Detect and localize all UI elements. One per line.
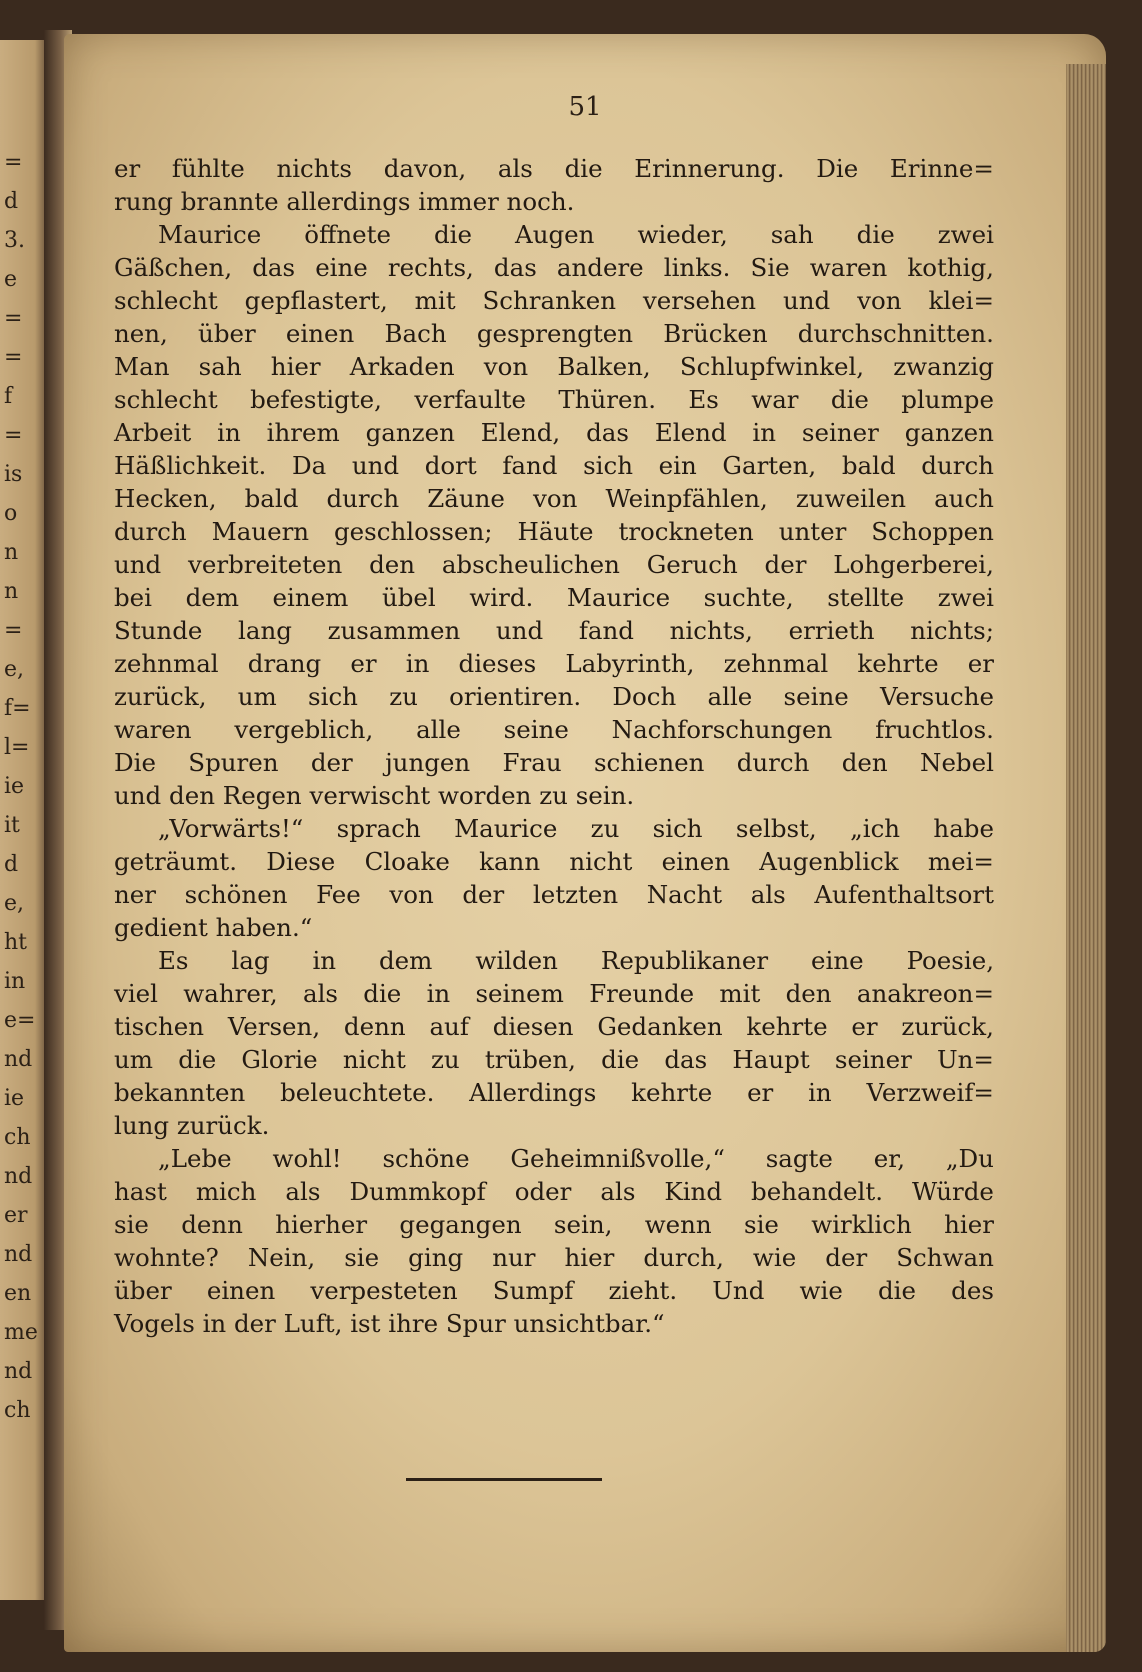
text-line: schlecht gepflastert, mit Schranken versehen und von klei=: [114, 286, 994, 315]
left-page-fragment: ie: [4, 1086, 25, 1111]
text-line: und den Regen verwischt worden zu sein.: [114, 781, 635, 810]
text-line: Hecken, bald durch Zäune von Weinpfählen, zuweilen auch: [114, 484, 994, 513]
text-line: zurück, um sich zu orientiren. Doch alle seine Versuche: [114, 682, 994, 711]
text-line: Maurice öffnete die Augen wieder, sah die zwei: [158, 220, 994, 249]
section-end-rule: [406, 1478, 602, 1481]
text-line: Stunde lang zusammen und fand nichts, errieth nichts;: [114, 616, 994, 645]
text-line: tischen Versen, denn auf diesen Gedanken kehrte er zurück,: [114, 1012, 994, 1041]
text-line: hast mich als Dummkopf oder als Kind behandelt. Würde: [114, 1177, 994, 1206]
text-line: Die Spuren der jungen Frau schienen durch den Nebel: [114, 748, 994, 777]
text-line: durch Mauern geschlossen; Häute trockneten unter Schoppen: [114, 517, 994, 546]
left-page-fragment: e: [4, 267, 18, 292]
left-page-fragment: ch: [4, 1398, 31, 1423]
text-line: um die Glorie nicht zu trüben, die das Haupt seiner Un=: [114, 1045, 994, 1074]
text-line: bekannten beleuchtete. Allerdings kehrte er in Verzweif=: [114, 1078, 994, 1107]
left-page-fragment: o: [4, 501, 18, 526]
text-line: lung zurück.: [114, 1111, 270, 1140]
text-line: Man sah hier Arkaden von Balken, Schlupfwinkel, zwanzig: [114, 352, 994, 381]
text-line: er fühlte nichts davon, als die Erinnerung. Die Erinne=: [114, 154, 994, 183]
page-number: 51: [568, 92, 602, 122]
left-page-fragment: nd: [4, 1047, 33, 1072]
left-page-edge: [0, 40, 50, 1600]
text-line: viel wahrer, als die in seinem Freunde mit den anakreon=: [114, 979, 994, 1008]
left-page-fragment: d: [4, 189, 19, 214]
left-page-fragment: is: [4, 462, 23, 487]
left-page-fragment: me: [4, 1320, 38, 1345]
left-page-fragment: =: [4, 345, 23, 370]
left-page-fragment: in: [4, 969, 26, 994]
left-page-fragment: e,: [4, 657, 25, 682]
text-line: „Lebe wohl! schöne Geheimnißvolle,“ sagte er, „Du: [158, 1144, 994, 1173]
left-page-fragment: nd: [4, 1359, 33, 1384]
left-page-fragment: ht: [4, 930, 28, 955]
left-page-fragment: f=: [4, 696, 31, 721]
left-page-fragment: n: [4, 540, 19, 565]
page-edge: [1066, 64, 1106, 1652]
left-page-fragment: ie: [4, 774, 25, 799]
left-page-fragment: =: [4, 618, 23, 643]
text-line: schlecht befestigte, verfaulte Thüren. Es war die plumpe: [114, 385, 994, 414]
text-line: wohnte? Nein, sie ging nur hier durch, wie der Schwan: [114, 1243, 994, 1272]
left-page-fragment: nd: [4, 1164, 33, 1189]
text-line: gedient haben.“: [114, 913, 313, 942]
text-line: geträumt. Diese Cloake kann nicht einen Augenblick mei=: [114, 847, 994, 876]
book-page: [64, 34, 1106, 1652]
text-line: nen, über einen Bach gesprengten Brücken durchschnitten.: [114, 319, 994, 348]
text-line: bei dem einem übel wird. Maurice suchte, stellte zwei: [114, 583, 994, 612]
left-page-fragment: e,: [4, 891, 25, 916]
text-line: Gäßchen, das eine rechts, das andere links. Sie waren kothig,: [114, 253, 994, 282]
text-line: Es lag in dem wilden Republikaner eine Poesie,: [158, 946, 994, 975]
body-text: [114, 152, 994, 1340]
left-page-fragment: n: [4, 579, 19, 604]
text-line: Vogels in der Luft, ist ihre Spur unsichtbar.“: [114, 1309, 665, 1338]
text-line: zehnmal drang er in dieses Labyrinth, zehnmal kehrte er: [114, 649, 994, 678]
text-line: sie denn hierher gegangen sein, wenn sie wirklich hier: [114, 1210, 994, 1239]
text-line: waren vergeblich, alle seine Nachforschungen fruchtlos.: [114, 715, 994, 744]
left-page-fragment: nd: [4, 1242, 33, 1267]
left-page-fragment: =: [4, 423, 23, 448]
text-line: Arbeit in ihrem ganzen Elend, das Elend in seiner ganzen: [114, 418, 994, 447]
text-line: Häßlichkeit. Da und dort fand sich ein Garten, bald durch: [114, 451, 994, 480]
left-page-fragment: er: [4, 1203, 28, 1228]
left-page-fragment: en: [4, 1281, 32, 1306]
left-page-fragment: =: [4, 306, 23, 331]
left-page-fragment: f: [4, 384, 13, 409]
left-page-fragment: ch: [4, 1125, 31, 1150]
left-page-fragment: l=: [4, 735, 30, 760]
left-page-fragment: it: [4, 813, 20, 838]
text-line: ner schönen Fee von der letzten Nacht als Aufenthaltsort: [114, 880, 994, 909]
text-line: „Vorwärts!“ sprach Maurice zu sich selbst, „ich habe: [158, 814, 994, 843]
text-line: und verbreiteten den abscheulichen Geruch der Lohgerberei,: [114, 550, 994, 579]
left-page-fragment: d: [4, 852, 19, 877]
left-page-fragment: 3.: [4, 228, 25, 253]
text-line: über einen verpesteten Sumpf zieht. Und wie die des: [114, 1276, 994, 1305]
left-page-fragment: =: [4, 150, 23, 175]
left-page-fragment: e=: [4, 1008, 36, 1033]
text-line: rung brannte allerdings immer noch.: [114, 187, 575, 216]
